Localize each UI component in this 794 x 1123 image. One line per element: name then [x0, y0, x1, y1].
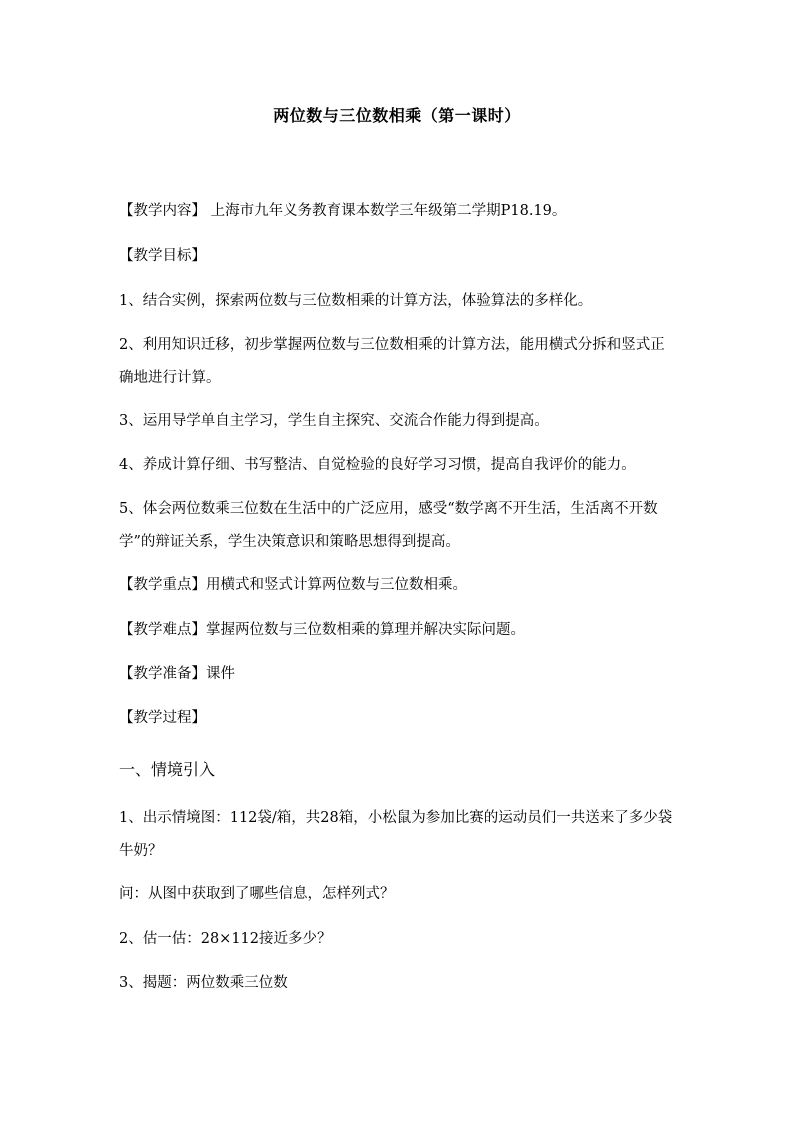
- paragraph-goal-4: 4、养成计算仔细、书写整洁、自觉检验的良好学习习惯，提高自我评价的能力。: [119, 457, 636, 473]
- paragraph-teaching-preparation: 【教学准备】课件: [119, 666, 235, 682]
- paragraph-question: 问：从图中获取到了哪些信息，怎样列式？: [119, 886, 395, 902]
- paragraph-goal-5: 5、体会两位数乘三位数在生活中的广泛应用，感受“数学离不开生活，生活离不开数学”的辩证关系，学生决策意识和策略思想得到提高。: [119, 501, 658, 550]
- document-title: 两位数与三位数相乘（第一课时）: [273, 106, 521, 125]
- paragraph-step-1: 1、出示情境图：112袋/箱，共28箱，小松鼠为参加比赛的运动员们一共送来了多少袋牛奶？: [119, 810, 673, 859]
- paragraph-teaching-focus: 【教学重点】用横式和竖式计算两位数与三位数相乘。: [119, 577, 467, 593]
- paragraph-goal-2: 2、利用知识迁移，初步掌握两位数与三位数相乘的计算方法，能用横式分拆和竖式正确地进行计算。: [119, 337, 665, 386]
- paragraph-goal-3: 3、运用导学单自主学习，学生自主探究、交流合作能力得到提高。: [119, 413, 549, 429]
- paragraph-step-3: 3、揭题：两位数乘三位数: [119, 975, 288, 991]
- paragraph-teaching-difficulty: 【教学难点】掌握两位数与三位数相乘的算理并解决实际问题。: [119, 622, 525, 638]
- paragraph-goal-1: 1、结合实例，探索两位数与三位数相乘的计算方法，体验算法的多样化。: [119, 293, 593, 309]
- paragraph-teaching-content: 【教学内容】 上海市九年义务教育课本数学三年级第二学期P18.19。: [119, 203, 567, 219]
- paragraph-step-2: 2、估一估：28×112接近多少？: [119, 931, 332, 947]
- paragraph-teaching-process-heading: 【教学过程】: [119, 710, 206, 726]
- section-heading-situation-intro: 一、情境引入: [119, 760, 216, 779]
- paragraph-teaching-goals-heading: 【教学目标】: [119, 248, 206, 264]
